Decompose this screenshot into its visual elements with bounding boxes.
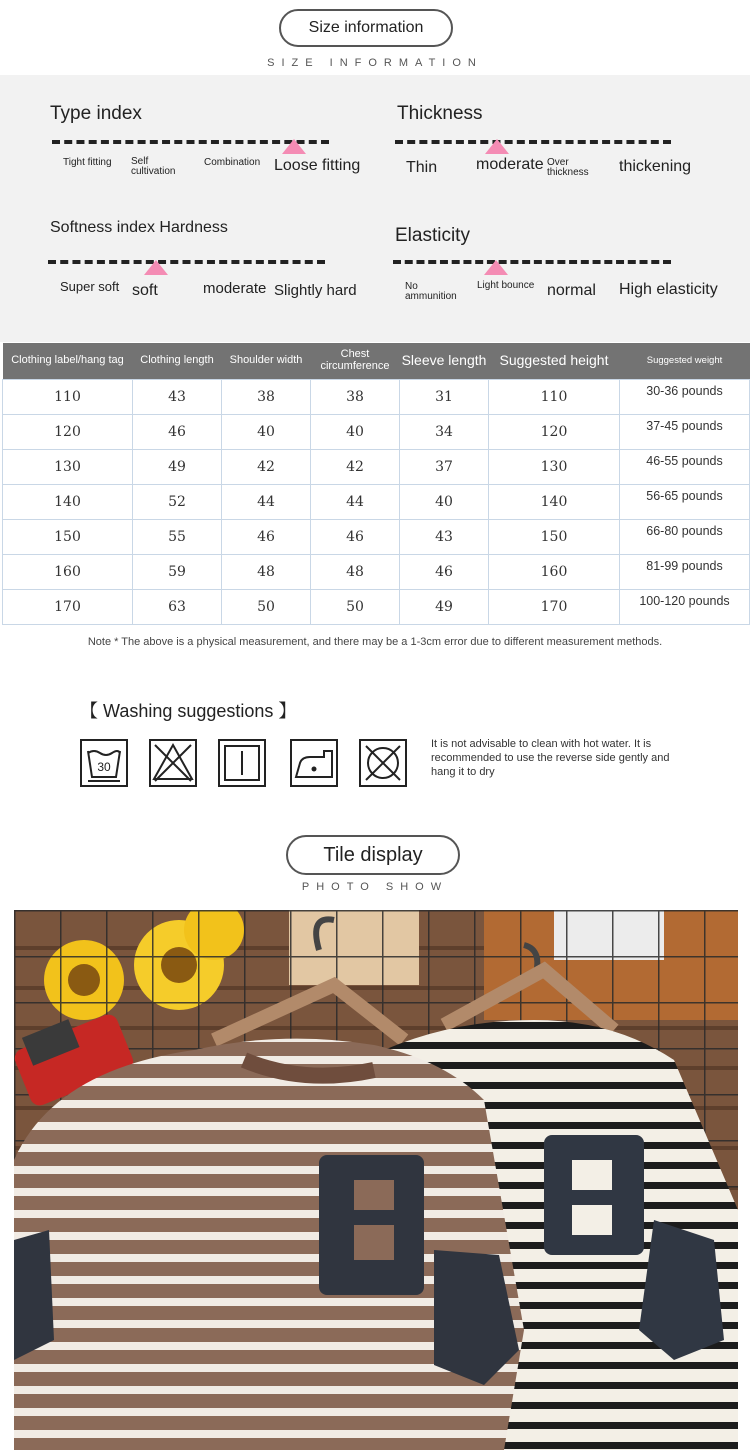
softness-label-soft: soft bbox=[132, 282, 158, 299]
cell-height: 110 bbox=[489, 379, 620, 414]
wash-temp-label: 30 bbox=[97, 760, 111, 774]
thickness-title: Thickness bbox=[397, 103, 483, 124]
no-dry-clean-icon bbox=[359, 739, 407, 787]
tile-display-title bbox=[286, 835, 460, 875]
table-row bbox=[3, 519, 750, 554]
size-information-subtitle: SIZE INFORMATION bbox=[267, 57, 483, 69]
table-row bbox=[3, 449, 750, 484]
softness-title: Softness index Hardness bbox=[50, 219, 228, 236]
tile-display-label: Tile display bbox=[323, 843, 423, 866]
header-clothing-length: Clothing length bbox=[133, 343, 222, 379]
size-information-label: Size information bbox=[308, 19, 424, 36]
header-chest: Chest circumference bbox=[311, 343, 400, 379]
cell-label: 120 bbox=[3, 414, 133, 449]
cell-length: 55 bbox=[133, 519, 222, 554]
cell-chest: 38 bbox=[311, 379, 400, 414]
cell-height: 170 bbox=[489, 589, 620, 624]
cell-weight: 30-36 pounds bbox=[620, 379, 750, 414]
washing-title: 【 Washing suggestions 】 bbox=[80, 701, 297, 721]
size-table bbox=[2, 343, 750, 625]
cell-shoulder: 40 bbox=[222, 414, 311, 449]
cell-label: 110 bbox=[3, 379, 133, 414]
type-index-label-combination: Combination bbox=[204, 157, 261, 168]
table-row bbox=[3, 414, 750, 449]
tile-display-subtitle: PHOTO SHOW bbox=[301, 881, 449, 893]
cell-label: 150 bbox=[3, 519, 133, 554]
brown-striped-sweater bbox=[14, 1039, 524, 1450]
type-index-label-loose: Loose fitting bbox=[274, 157, 361, 174]
elasticity-scale bbox=[393, 260, 671, 264]
cell-sleeve: 49 bbox=[400, 589, 489, 624]
cell-weight: 46-55 pounds bbox=[620, 449, 750, 484]
cell-chest: 44 bbox=[311, 484, 400, 519]
cell-length: 63 bbox=[133, 589, 222, 624]
no-bleach-icon bbox=[149, 739, 197, 787]
cell-sleeve: 34 bbox=[400, 414, 489, 449]
cell-weight: 37-45 pounds bbox=[620, 414, 750, 449]
cell-sleeve: 31 bbox=[400, 379, 489, 414]
cell-shoulder: 50 bbox=[222, 589, 311, 624]
header-suggested-weight: Suggested weight bbox=[620, 343, 750, 379]
cell-height: 130 bbox=[489, 449, 620, 484]
header-shoulder-width: Shoulder width bbox=[222, 343, 311, 379]
cell-shoulder: 46 bbox=[222, 519, 311, 554]
type-index-label-self: Self cultivation bbox=[131, 156, 176, 177]
cell-height: 150 bbox=[489, 519, 620, 554]
table-row bbox=[3, 554, 750, 589]
softness-marker bbox=[144, 260, 168, 275]
cell-weight: 81-99 pounds bbox=[620, 554, 750, 589]
cell-height: 160 bbox=[489, 554, 620, 589]
cell-label: 160 bbox=[3, 554, 133, 589]
softness-label-slightly-hard: Slightly hard bbox=[274, 282, 357, 299]
type-index-title: Type index bbox=[50, 103, 142, 124]
cell-label: 140 bbox=[3, 484, 133, 519]
measurement-note: Note * The above is a physical measurement, and there may be a 1-3cm error due to different measurement methods. bbox=[87, 636, 663, 648]
cell-shoulder: 44 bbox=[222, 484, 311, 519]
softness-scale bbox=[48, 260, 325, 264]
elasticity-title: Elasticity bbox=[395, 225, 470, 246]
elasticity-label-no-ammunition: No ammunition bbox=[405, 281, 457, 302]
cell-length: 43 bbox=[133, 379, 222, 414]
cell-shoulder: 38 bbox=[222, 379, 311, 414]
cell-sleeve: 43 bbox=[400, 519, 489, 554]
header-suggested-height: Suggested height bbox=[489, 343, 620, 379]
cell-sleeve: 46 bbox=[400, 554, 489, 589]
fabric-index-panel bbox=[0, 75, 750, 342]
thickness-label-thin: Thin bbox=[406, 159, 438, 176]
size-table-body bbox=[3, 379, 750, 624]
cell-length: 46 bbox=[133, 414, 222, 449]
cell-height: 120 bbox=[489, 414, 620, 449]
cell-chest: 48 bbox=[311, 554, 400, 589]
thickness-label-moderate: moderate bbox=[476, 156, 544, 173]
cell-label: 170 bbox=[3, 589, 133, 624]
thickness-scale bbox=[395, 140, 671, 144]
size-information-title bbox=[279, 9, 453, 47]
size-table-header-row bbox=[3, 343, 750, 379]
header-sleeve-length: Sleeve length bbox=[400, 343, 489, 379]
elasticity-label-high: High elasticity bbox=[619, 281, 718, 298]
type-index-label-tight: Tight fitting bbox=[63, 157, 112, 168]
cell-length: 49 bbox=[133, 449, 222, 484]
softness-label-moderate: moderate bbox=[203, 280, 267, 297]
cell-sleeve: 37 bbox=[400, 449, 489, 484]
elasticity-label-normal: normal bbox=[547, 282, 596, 299]
cell-shoulder: 48 bbox=[222, 554, 311, 589]
cell-shoulder: 42 bbox=[222, 449, 311, 484]
cell-chest: 42 bbox=[311, 449, 400, 484]
table-row bbox=[3, 484, 750, 519]
header-clothing-label: Clothing label/hang tag bbox=[3, 343, 133, 379]
table-row bbox=[3, 589, 750, 624]
wash-30-icon bbox=[80, 739, 128, 787]
iron-low-icon bbox=[290, 739, 338, 787]
cell-chest: 40 bbox=[311, 414, 400, 449]
thickness-label-thickening: thickening bbox=[619, 158, 692, 175]
line-dry-icon bbox=[218, 739, 266, 787]
cell-label: 130 bbox=[3, 449, 133, 484]
cell-weight: 100-120 pounds bbox=[620, 589, 750, 624]
cell-weight: 66-80 pounds bbox=[620, 519, 750, 554]
cell-chest: 46 bbox=[311, 519, 400, 554]
cell-length: 52 bbox=[133, 484, 222, 519]
type-index-marker bbox=[282, 139, 306, 154]
softness-label-super-soft: Super soft bbox=[60, 279, 120, 294]
product-photo bbox=[14, 910, 738, 1450]
washing-instructions: It is not advisable to clean with hot water. It is recommended to use the reverse side gently and hang it to dry bbox=[431, 738, 670, 778]
elasticity-marker bbox=[484, 260, 508, 275]
cell-chest: 50 bbox=[311, 589, 400, 624]
cell-height: 140 bbox=[489, 484, 620, 519]
table-row bbox=[3, 379, 750, 414]
cell-sleeve: 40 bbox=[400, 484, 489, 519]
thickness-label-over: Over thickness bbox=[547, 157, 589, 178]
thickness-marker bbox=[485, 139, 509, 154]
cell-weight: 56-65 pounds bbox=[620, 484, 750, 519]
cell-length: 59 bbox=[133, 554, 222, 589]
elasticity-label-light-bounce: Light bounce bbox=[477, 280, 535, 291]
